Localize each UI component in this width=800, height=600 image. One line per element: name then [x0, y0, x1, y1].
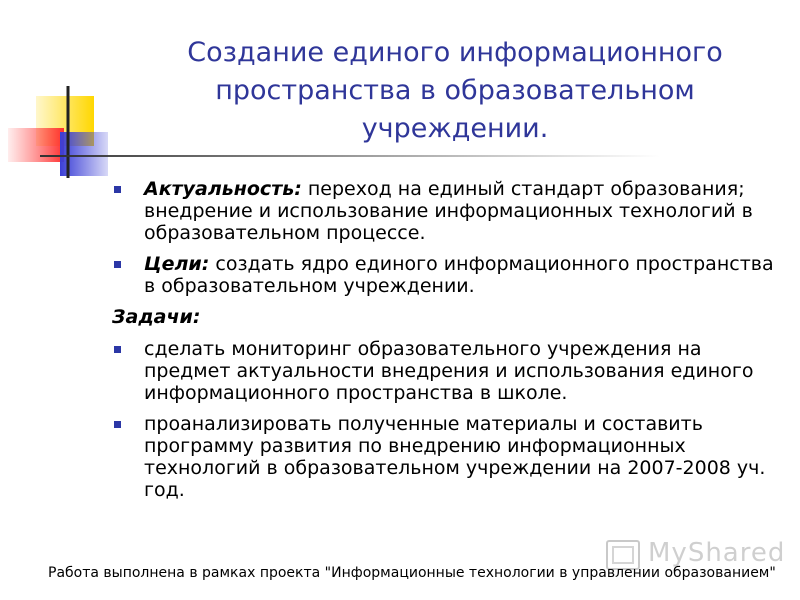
bullet-square-icon	[114, 261, 121, 268]
slide-title	[160, 34, 750, 148]
title-line: Создание единого информационного	[187, 37, 723, 68]
title-line: пространства в образовательном	[215, 75, 695, 106]
task-text: сделать мониторинг образовательного учреждения на предмет актуальности внедрения и использования единого информационного пространства в школе.	[144, 338, 754, 404]
title-line: учреждении.	[361, 113, 549, 144]
bullet-lead: Цели:	[144, 253, 210, 275]
task-item	[112, 413, 782, 501]
bullet-item-relevance	[112, 178, 782, 244]
slide-body	[112, 178, 782, 510]
bullet-text: переход на единый стандарт образования; внедрение и использование информационных технологий в образовательном процессе.	[144, 178, 753, 244]
footer-note: Работа выполнена в рамках проекта "Информационные технологии в управлении образованием"	[48, 565, 776, 581]
task-item	[112, 338, 782, 404]
bullet-text: создать ядро единого информационного пространства в образовательном учреждении.	[144, 253, 774, 297]
bullet-item-goals	[112, 253, 782, 297]
bullet-square-icon	[114, 346, 121, 353]
horizontal-line	[40, 155, 660, 157]
bullet-square-icon	[114, 186, 121, 193]
bullet-lead: Актуальность:	[144, 178, 302, 200]
task-text: проанализировать полученные материалы и составить программу развития по внедрению информационных технологий в образовательном учреждении на 2007-2008 уч. год.	[144, 413, 766, 501]
bullet-square-icon	[114, 421, 121, 428]
section-label: Задачи:	[112, 306, 201, 328]
watermark-text: MyShared	[648, 538, 786, 568]
